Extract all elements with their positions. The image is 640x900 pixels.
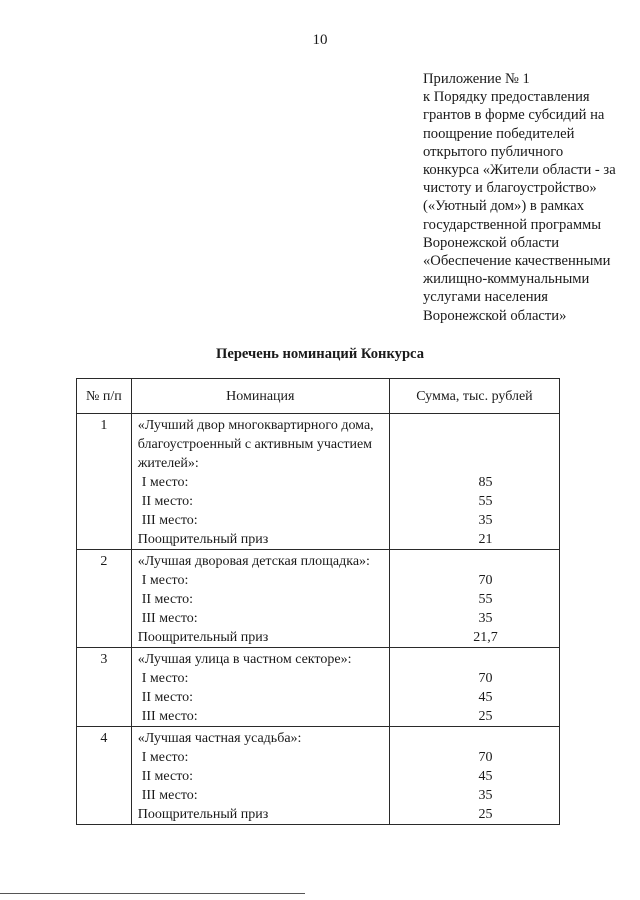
place-label: III место: — [141, 788, 198, 803]
appendix-line: к Порядку предоставления — [423, 89, 590, 106]
row-number: 2 — [77, 550, 132, 648]
appendix-line: поощрение победителей — [423, 125, 575, 142]
appendix-line: Приложение № 1 — [423, 71, 530, 87]
appendix-line: государственной программы — [423, 216, 602, 233]
header-number: № п/п — [77, 379, 132, 414]
incentive-prize-label: Поощрительный приз — [137, 630, 269, 645]
table-row — [77, 727, 560, 825]
prize-amount: 35 — [478, 513, 493, 528]
nominations-table — [76, 378, 560, 825]
prize-amount: 21 — [478, 532, 493, 547]
nomination-cell — [131, 550, 389, 648]
amount-cell — [389, 727, 559, 825]
table-row — [77, 550, 560, 648]
appendix-header — [423, 70, 633, 325]
appendix-line: конкурса «Жители области - за — [423, 162, 616, 179]
nomination-title: «Лучшая улица в частном секторе»: — [137, 652, 352, 667]
place-label: III место: — [141, 611, 198, 626]
prize-amount: 35 — [478, 611, 493, 626]
prize-amount: 70 — [478, 750, 493, 765]
prize-amount: 55 — [478, 592, 493, 607]
nomination-cell — [131, 727, 389, 825]
nomination-title: «Лучший двор многоквартирного дома, — [137, 418, 374, 433]
place-label: II место: — [141, 769, 194, 784]
prize-amount: 25 — [478, 709, 493, 724]
appendix-line: чистоту и благоустройство» — [423, 180, 597, 197]
prize-amount: 85 — [478, 475, 493, 490]
header-amount: Сумма, тыс. рублей — [389, 379, 559, 414]
amount-cell — [389, 414, 559, 550]
appendix-line: Воронежской области — [423, 234, 560, 251]
incentive-prize-label: Поощрительный приз — [137, 807, 269, 822]
prize-amount: 45 — [478, 769, 493, 784]
table-row — [77, 648, 560, 727]
table-header-row — [77, 379, 560, 414]
footer-rule — [0, 893, 305, 894]
place-label: I место: — [141, 750, 189, 765]
appendix-line: жилищно-коммунальными — [423, 271, 590, 288]
place-label: III место: — [141, 513, 198, 528]
table-row — [77, 414, 560, 550]
prize-amount: 70 — [478, 573, 493, 588]
place-label: I место: — [141, 671, 189, 686]
nomination-cell — [131, 414, 389, 550]
document-title: Перечень номинаций Конкурса — [215, 346, 425, 362]
incentive-prize-label: Поощрительный приз — [137, 532, 269, 547]
place-label: II место: — [141, 494, 194, 509]
amount-cell — [389, 550, 559, 648]
nomination-title: благоустроенный с активным участием — [137, 437, 373, 452]
appendix-line: «Обеспечение качественными — [423, 253, 611, 270]
place-label: III место: — [141, 709, 198, 724]
appendix-line: Воронежской области» — [423, 307, 567, 324]
prize-amount: 35 — [478, 788, 493, 803]
row-number: 1 — [77, 414, 132, 550]
prize-amount: 21,7 — [473, 630, 498, 645]
place-label: II место: — [141, 592, 194, 607]
appendix-line: грантов в форме субсидий на — [423, 107, 605, 124]
prize-amount: 55 — [478, 494, 493, 509]
prize-amount: 70 — [478, 671, 493, 686]
nomination-title: жителей»: — [137, 456, 199, 471]
appendix-line: открытого публичного — [423, 143, 564, 160]
header-nomination: Номинация — [131, 379, 389, 414]
row-number: 4 — [77, 727, 132, 825]
place-label: I место: — [141, 475, 189, 490]
nomination-title: «Лучшая частная усадьба»: — [137, 731, 302, 746]
prize-amount: 25 — [478, 807, 493, 822]
row-number: 3 — [77, 648, 132, 727]
place-label: I место: — [141, 573, 189, 588]
place-label: II место: — [141, 690, 194, 705]
page-number: 10 — [312, 32, 328, 48]
prize-amount: 45 — [478, 690, 493, 705]
nomination-title: «Лучшая дворовая детская площадка»: — [137, 554, 370, 569]
appendix-line: услугами населения — [423, 289, 549, 306]
nomination-cell — [131, 648, 389, 727]
amount-cell — [389, 648, 559, 727]
appendix-line: («Уютный дом») в рамках — [423, 198, 585, 215]
